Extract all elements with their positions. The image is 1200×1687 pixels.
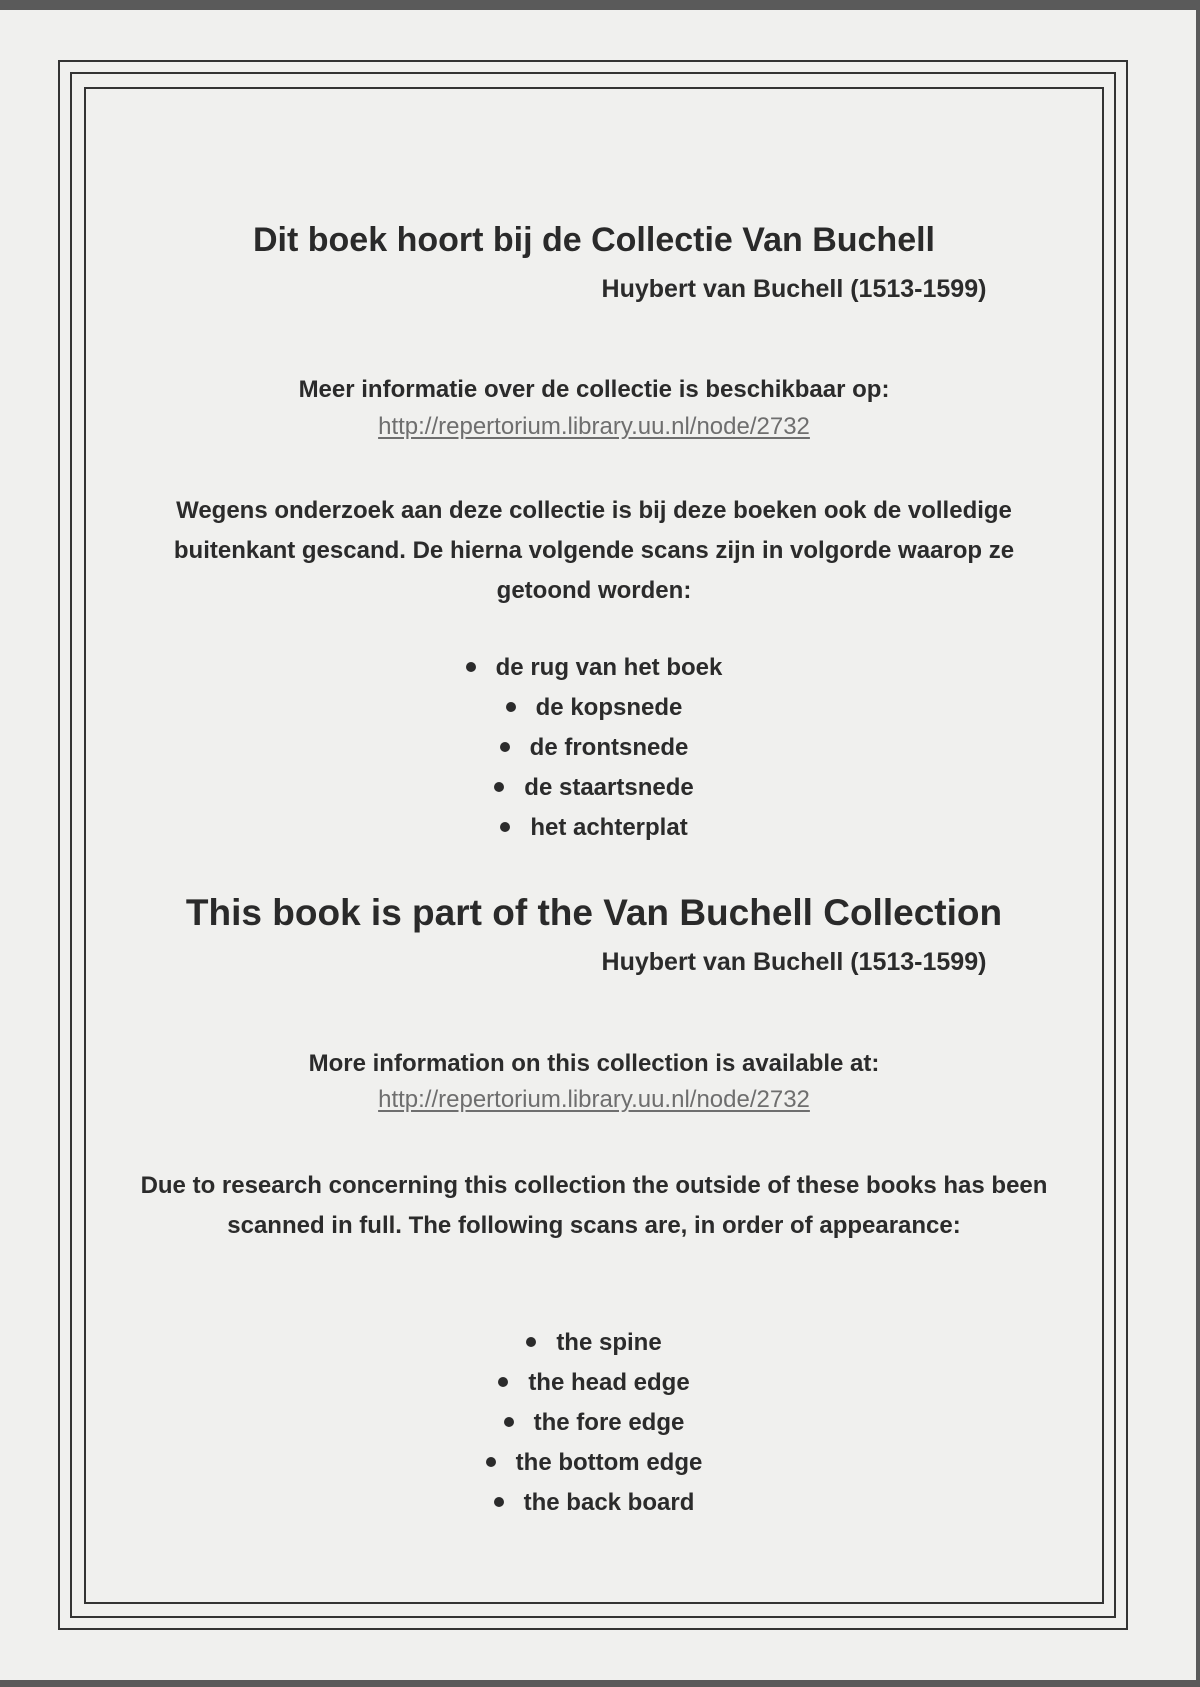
dutch-info-label: Meer informatie over de collectie is beschikbaar op: <box>298 376 890 403</box>
dutch-paragraph: Wegens onderzoek aan deze collectie is bij deze boeken ook de volledige buitenkant gescand. De hierna volgende scans zijn in volgorde waarop ze getoond worden: <box>173 497 1015 604</box>
bullet-icon <box>494 782 504 792</box>
dutch-link-text[interactable]: http://repertorium.library.uu.nl/node/2732 <box>378 413 810 440</box>
bullet-icon <box>504 1417 514 1427</box>
list-item-text: de kopsnede <box>535 694 683 721</box>
list-item-text: the head edge <box>528 1369 690 1396</box>
list-item <box>84 808 1104 848</box>
bullet-icon <box>500 742 510 752</box>
list-item-text: de frontsnede <box>529 734 689 761</box>
english-info-label: More information on this collection is available at: <box>308 1050 880 1077</box>
bullet-icon <box>486 1457 496 1467</box>
list-item <box>84 1403 1104 1443</box>
list-item <box>84 1443 1104 1483</box>
list-item-text: the back board <box>523 1489 695 1516</box>
list-item <box>84 728 1104 768</box>
bullet-icon <box>466 662 476 672</box>
list-item <box>84 768 1104 808</box>
english-title: This book is part of the Van Buchell Collection <box>185 892 1003 933</box>
list-item-text: the bottom edge <box>515 1449 703 1476</box>
dutch-title: Dit boek hoort bij de Collectie Van Buchell <box>253 221 935 259</box>
list-item-text: het achterplat <box>530 814 688 841</box>
english-subtitle: Huybert van Buchell (1513-1599) <box>601 948 987 976</box>
dutch-link[interactable] <box>84 411 1104 443</box>
list-item <box>84 1323 1104 1363</box>
list-item <box>84 1363 1104 1403</box>
bullet-icon <box>498 1377 508 1387</box>
dutch-list <box>84 648 1104 848</box>
bullet-icon <box>526 1337 536 1347</box>
english-link-text[interactable]: http://repertorium.library.uu.nl/node/2732 <box>378 1086 810 1113</box>
list-item <box>84 688 1104 728</box>
list-item-text: the fore edge <box>533 1409 685 1436</box>
bullet-icon <box>500 822 510 832</box>
content-area <box>84 87 1104 1604</box>
english-link[interactable] <box>84 1084 1104 1116</box>
english-paragraph: Due to research concerning this collection the outside of these books has been scanned in full. The following scans are, in order of appearance: <box>140 1172 1048 1239</box>
bullet-icon <box>494 1497 504 1507</box>
list-item-text: the spine <box>556 1329 662 1356</box>
list-item-text: de rug van het boek <box>495 654 723 681</box>
document-sheet <box>0 10 1196 1680</box>
english-list <box>84 1323 1104 1523</box>
bullet-icon <box>506 702 516 712</box>
list-item <box>84 1483 1104 1523</box>
list-item-text: de staartsnede <box>524 774 694 801</box>
dutch-subtitle: Huybert van Buchell (1513-1599) <box>601 275 987 303</box>
list-item <box>84 648 1104 688</box>
